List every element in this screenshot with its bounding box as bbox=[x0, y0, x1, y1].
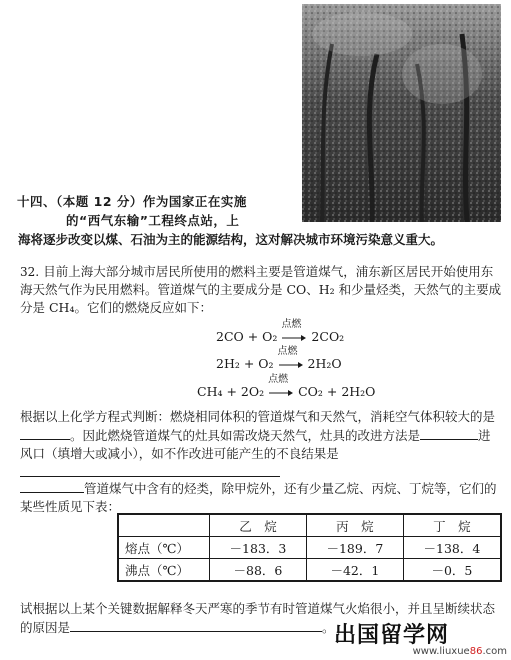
watermark-url-a: www.liuxue bbox=[412, 646, 470, 657]
table-header-row bbox=[118, 514, 501, 537]
section-14-continuation: 海将逐步改变以煤、石油为主的能源结构，这对解决城市环境污染意义重大。 bbox=[18, 232, 444, 247]
equation-right: CO₂ + 2H₂O bbox=[298, 384, 376, 399]
final-text: 试根据以上某个关键数据解释冬天严寒的季节有时管道煤气火焰很小，并且呈断续状态的原因是 bbox=[20, 601, 496, 635]
table-row bbox=[118, 537, 501, 559]
section-number: 十四、 bbox=[17, 194, 57, 209]
answer-blank-4[interactable] bbox=[20, 479, 84, 493]
site-watermark bbox=[334, 624, 511, 660]
equation-condition: 点燃 bbox=[268, 374, 289, 385]
table-cell: －88．6 bbox=[210, 559, 307, 582]
tree-photo-image bbox=[302, 4, 501, 222]
equation-left: 2H₂ + O₂ bbox=[216, 356, 274, 371]
watermark-url-c: .com bbox=[482, 646, 507, 657]
section-14-heading bbox=[17, 192, 299, 230]
answer-blank-5[interactable] bbox=[70, 618, 322, 632]
equation-h2 bbox=[216, 346, 342, 372]
table-cell: －138．4 bbox=[403, 537, 501, 559]
reaction-arrow-icon bbox=[279, 361, 303, 369]
hydrocarbon-properties-table bbox=[117, 513, 502, 582]
table-cell: －189．7 bbox=[306, 537, 403, 559]
watermark-url bbox=[413, 646, 507, 657]
reaction-arrow-icon bbox=[282, 334, 306, 342]
judge-text-c: 进风口（填增大或减小），如不作改进可能产生的不良结果是 bbox=[20, 428, 491, 461]
equation-condition: 点燃 bbox=[277, 346, 298, 357]
reaction-arrow-icon bbox=[269, 389, 293, 397]
answer-blank-1[interactable] bbox=[20, 426, 70, 440]
equation-left: CH₄ + 2O₂ bbox=[197, 384, 265, 399]
question-32-intro: 32. 目前上海大部分城市居民所使用的燃料主要是管道煤气，浦东新区居民开始使用东海天然气作为民用燃料。管道煤气的主要成分是 CO、H₂ 和少量烃类，天然气的主要成分是 CH₄。它们的燃烧反应如下： bbox=[20, 264, 502, 315]
equation-right: 2H₂O bbox=[307, 356, 342, 371]
judgement-paragraph bbox=[20, 408, 502, 482]
equation-ch4 bbox=[197, 374, 376, 400]
watermark-url-b: 86 bbox=[469, 646, 483, 657]
table-corner-cell bbox=[118, 514, 210, 537]
section-intro-line1: （本题 12 分）作为国家正在实施 bbox=[56, 194, 247, 209]
table-header-cell: 丙 烷 bbox=[306, 514, 403, 537]
gas-paragraph bbox=[20, 479, 502, 516]
table-cell: －183．3 bbox=[210, 537, 307, 559]
table-header-cell: 乙 烷 bbox=[210, 514, 307, 537]
scenery-photo bbox=[302, 4, 501, 222]
row-label-boiling-point: 沸点（℃） bbox=[118, 559, 210, 582]
table-cell: －0．5 bbox=[403, 559, 501, 582]
watermark-title: 出国留学网 bbox=[334, 623, 450, 648]
table-header-cell: 丁 烷 bbox=[403, 514, 501, 537]
table-cell: －42．1 bbox=[306, 559, 403, 582]
judge-text-b: 。因此燃烧管道煤气的灶具如需改烧天然气，灶具的改进方法是 bbox=[70, 428, 421, 443]
row-label-melting-point: 熔点（℃） bbox=[118, 537, 210, 559]
section-intro-line2: 的“西气东输”工程终点站，上 bbox=[66, 213, 240, 228]
table-row bbox=[118, 559, 501, 582]
judge-text-a: 根据以上化学方程式判断：燃烧相同体积的管道煤气和天然气，消耗空气体积较大的是 bbox=[20, 409, 496, 424]
answer-blank-3[interactable] bbox=[20, 463, 280, 477]
gas-text: 管道煤气中含有的烃类，除甲烷外，还有少量乙烷、丙烷、丁烷等，它们的某些性质见下表： bbox=[20, 481, 497, 514]
equation-condition: 点燃 bbox=[281, 319, 302, 330]
final-end: 。 bbox=[322, 620, 335, 635]
answer-blank-2[interactable] bbox=[420, 426, 478, 440]
equation-co bbox=[216, 319, 345, 345]
question-number: 32 bbox=[20, 265, 36, 279]
equation-right: 2CO₂ bbox=[311, 329, 345, 344]
equation-left: 2CO + O₂ bbox=[216, 329, 278, 344]
question-32-text: 目前上海大部分城市居民所使用的燃料主要是管道煤气，浦东新区居民开始使用东海天然气作为民用燃料。管道煤气的主要成分是 CO、H₂ 和少量烃类，天然气的主要成分是 CH₄。它们的燃烧反应如下： bbox=[20, 264, 502, 315]
